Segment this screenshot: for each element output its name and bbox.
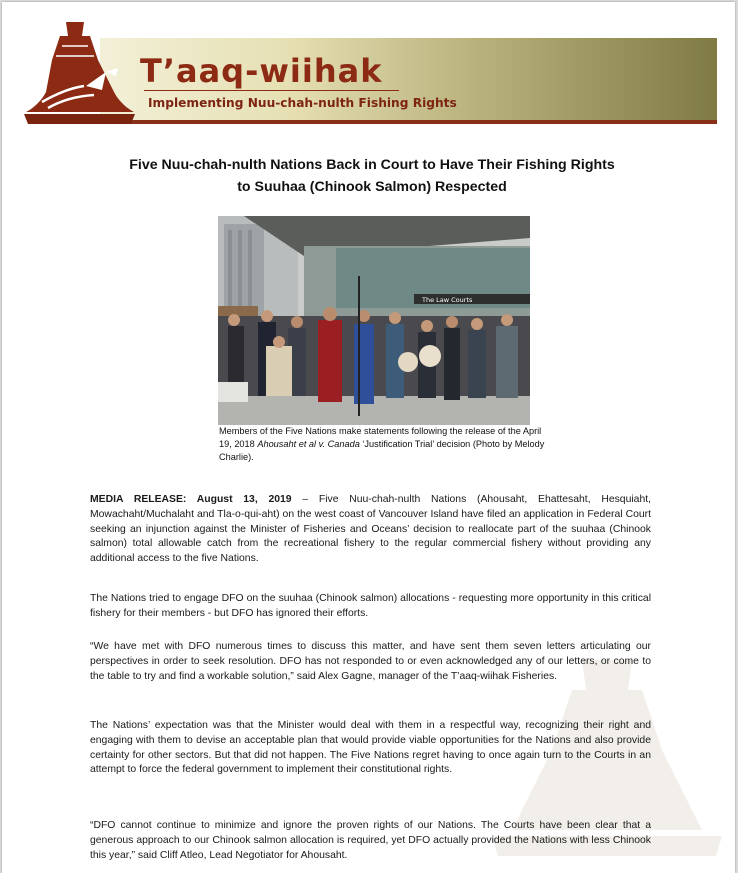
- document-page: [2, 2, 735, 873]
- photo-caption: [219, 425, 549, 465]
- paragraph-2: The Nations tried to engage DFO on the suuhaa (Chinook salmon) allocations - requesting more opportunity in this critical fishery for their members - but DFO has ignored their efforts.: [90, 593, 651, 619]
- logo-divider: [144, 90, 399, 91]
- paragraph-3: “We have met with DFO numerous times to discuss this matter, and have sent them seven letters articulating our perspectives in order to seek resolution. DFO has not responded to or even acknowledged any of our letters, or come to the table to try and find a workable solution,” said Alex Gagne, manager of the T’aaq-wiihak Fisheries.: [90, 641, 651, 682]
- paragraph-1: [90, 493, 651, 567]
- law-courts-sign: The Law Courts: [422, 296, 473, 304]
- organization-tagline: Implementing Nuu-chah-nulth Fishing Rights: [148, 96, 457, 110]
- headline-line-1: Five Nuu-chah-nulth Nations Back in Court to Have Their Fishing Rights: [129, 157, 615, 173]
- whalers-hat-logo-icon: [22, 16, 137, 132]
- press-release-headline: [102, 154, 642, 198]
- media-release-label: MEDIA RELEASE: August 13, 2019: [90, 494, 292, 505]
- paragraph-1-text: – Five Nuu-chah-nulth Nations (Ahousaht, Ehattesaht, Hesquiaht, Mowachaht/Muchalaht and Tla-o-qui-aht) on the west coast of Vancouver Island have filed an application in Federal Court seeking an injunction against the Minister of Fisheries and Oceans’ decision to reallocate part of the suuhaa (Chinook salmon) total allowable catch from the recreational fishery to the regular commercial fishery without providing any additional access to the five Nations.: [90, 494, 652, 565]
- organization-name: T’aaq-wiihak: [140, 52, 383, 90]
- press-conference-photo: [218, 216, 530, 425]
- header-stripe: [62, 120, 717, 124]
- paragraph-4: The Nations’ expectation was that the Minister would deal with them in a respectful way, recognizing their right and engaging with them to devise an acceptable plan that would provide viable opportunities for the Nations and also provide certainty for other sectors. But that did not happen. The Five Nations regret having to once again turn to the Courts in an attempt to force the federal government to implement their constitutional rights.: [90, 720, 651, 776]
- caption-text: Members of the Five Nations make statements following the release of the April 19, 2018: [219, 426, 542, 450]
- paragraph-5: “DFO cannot continue to minimize and ignore the proven rights of our Nations. The Courts have been clear that a generous approach to our Chinook salmon allocation is required, yet DFO actually provided the Nations with less Chinook this year,” said Cliff Atleo, Lead Negotiator for Ahousaht.: [90, 820, 651, 861]
- caption-text-end: ‘Justification Trial’ decision (Photo by Melody Charlie).: [219, 439, 545, 463]
- caption-case-name: Ahousaht et al v. Canada: [257, 439, 360, 450]
- headline-line-2: to Suuhaa (Chinook Salmon) Respected: [237, 179, 507, 195]
